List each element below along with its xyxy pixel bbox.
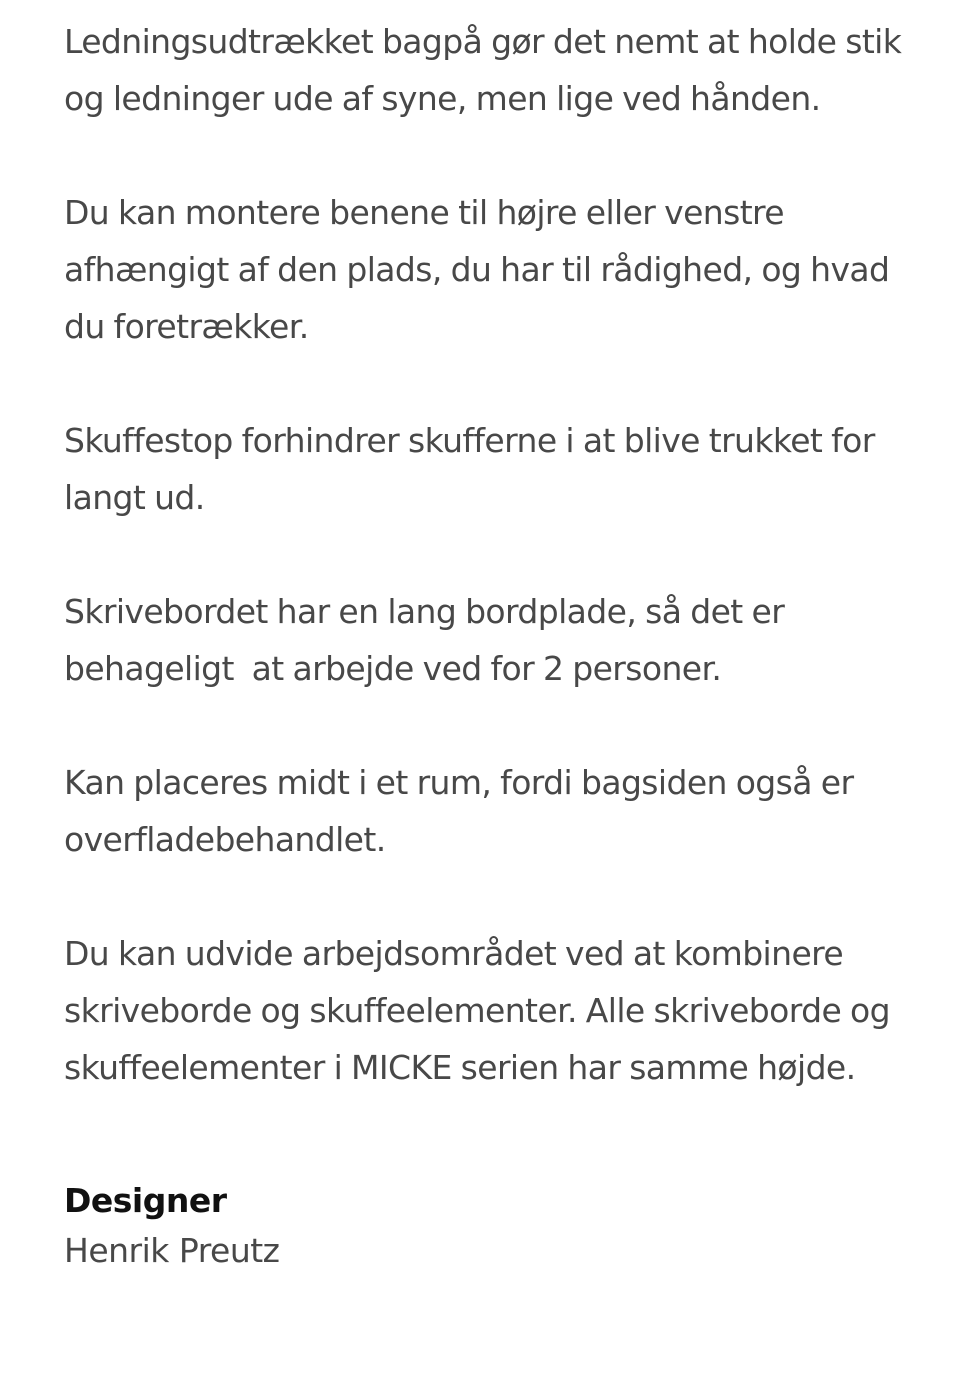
product-description [64,13,924,1276]
description-paragraph-tabletop: Skrivebordet har en lang bordplade, så det er behageligt at arbejde ved for 2 personer. [64,592,794,688]
designer-label: Designer [64,1181,227,1220]
description-paragraph-cable-outlet: Ledningsudtrækket bagpå gør det nemt at holde stik og ledninger ude af syne, men lige ved hånden. [64,22,911,118]
description-paragraph-combine: Du kan udvide arbejdsområdet ved at kombinere skriveborde og skuffeelementer. Alle skriveborde og skuffeelementer i MICKE serien har samme højde. [64,934,899,1087]
description-paragraph-legs: Du kan montere benene til højre eller venstre afhængigt af den plads, du har til rådighed, og hvad du foretrækker. [64,193,899,346]
designer-name: Henrik Preutz [64,1231,280,1270]
description-paragraph-back-finish: Kan placeres midt i et rum, fordi bagsiden også er overfladebehandlet. [64,763,863,859]
description-paragraph-drawer-stop: Skuffestop forhindrer skufferne i at blive trukket for langt ud. [64,421,884,517]
designer-section [64,1176,924,1276]
